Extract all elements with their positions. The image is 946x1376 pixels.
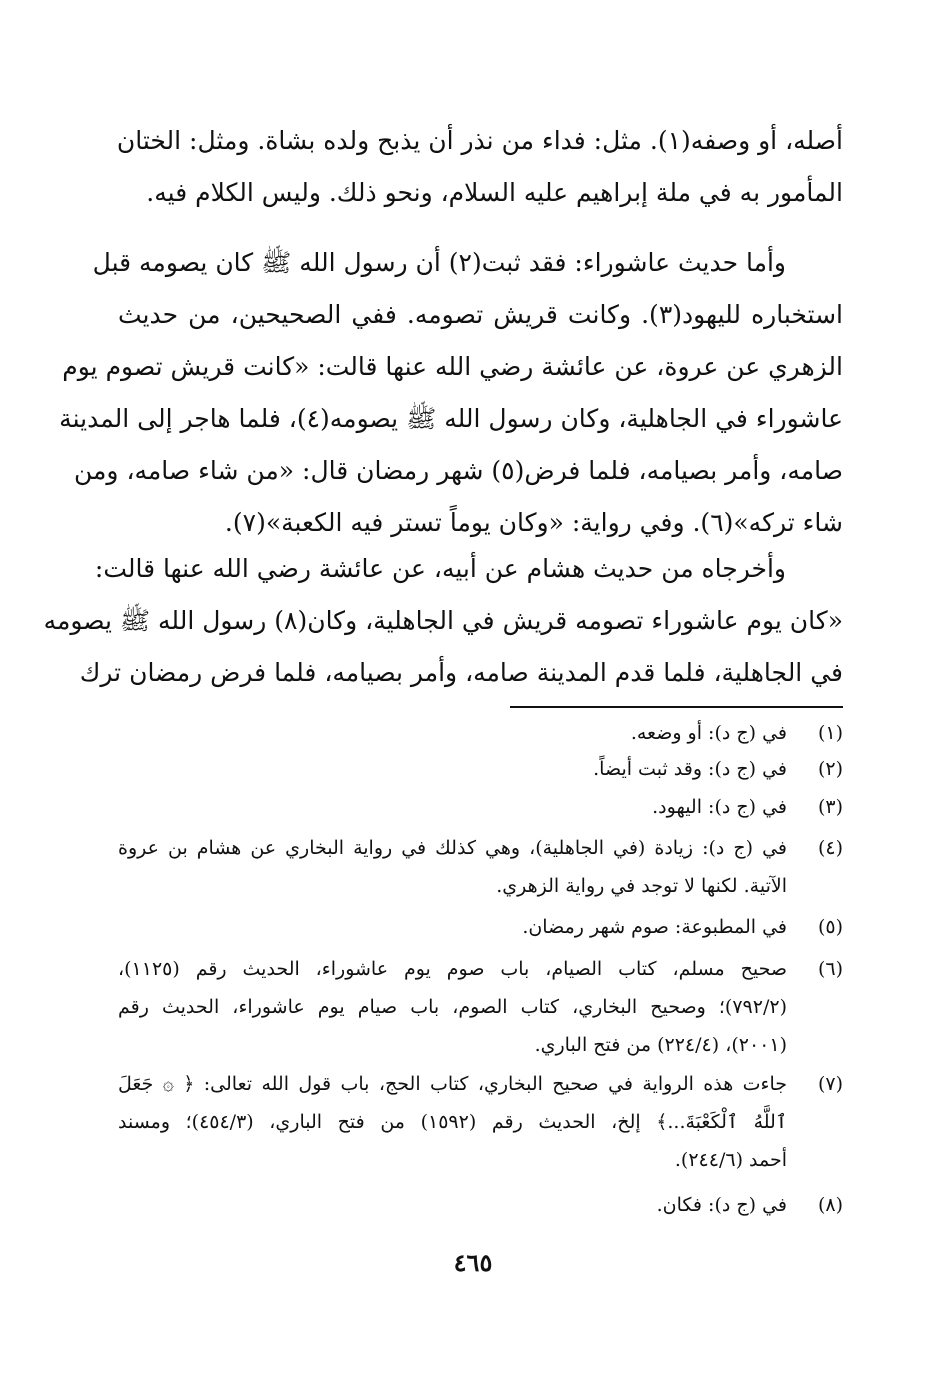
footnote-line: ٱللَّهُ ٱلْكَعْبَةَ...﴾ إلخ، الحديث رقم (١٥٩٢) من فتح الباري، (٤٥٤/٣)؛ ومسند xyxy=(118,1111,787,1133)
footnote-line: في (ج د): وقد ثبت أيضاً. xyxy=(593,758,787,780)
paragraph-line: وأخرجاه من حديث هشام عن أبيه، عن عائشة رضي الله عنها قالت: xyxy=(94,554,786,583)
footnote-line: في المطبوعة: صوم شهر رمضان. xyxy=(522,916,787,938)
paragraph-line: «كان يوم عاشوراء تصومه قريش في الجاهلية، وكان(٨) رسول الله ﷺ يصومه xyxy=(43,606,843,635)
footnote-line: أحمد (٢٤٤/٦). xyxy=(674,1149,787,1171)
footnote-line: في (ج د): فكان. xyxy=(656,1194,787,1216)
paragraph-line: أصله، أو وصفه(١). مثل: فداء من نذر أن يذبح ولده بشاة. ومثل: الختان xyxy=(116,126,843,155)
footnote-number: (٨) xyxy=(817,1194,843,1216)
page-number: ٤٦٥ xyxy=(453,1248,493,1277)
paragraph-line: وأما حديث عاشوراء: فقد ثبت(٢) أن رسول الله ﷺ كان يصومه قبل xyxy=(92,248,786,277)
paragraph-line: في الجاهلية، فلما قدم المدينة صامه، وأمر بصيامه، فلما فرض رمضان ترك xyxy=(79,658,843,687)
paragraph-line: الزهري عن عروة، عن عائشة رضي الله عنها قالت: «كانت قريش تصوم يوم xyxy=(62,352,843,381)
footnote-number: (٧) xyxy=(817,1073,843,1095)
footnote-number: (١) xyxy=(817,722,843,744)
footnote-line: جاءت هذه الرواية في صحيح البخاري، كتاب الحج، باب قول الله تعالى: ﴿ ۞ جَعَلَ xyxy=(118,1073,787,1095)
footnote-line: في (ج د): زيادة (في الجاهلية)، وهي كذلك في رواية البخاري عن هشام بن عروة xyxy=(118,837,787,859)
footnote-line: في (ج د): أو وضعه. xyxy=(630,722,787,744)
footnote-number: (٢) xyxy=(817,758,843,780)
footnote-separator xyxy=(510,706,843,708)
footnote-line: (٢٠٠١)، (٢٢٤/٤) من فتح الباري. xyxy=(534,1034,787,1056)
footnote-line: الآتية. لكنها لا توجد في رواية الزهري. xyxy=(496,875,787,897)
paragraph-line: المأمور به في ملة إبراهيم عليه السلام، ونحو ذلك. وليس الكلام فيه. xyxy=(146,178,843,207)
footnote-line: (٧٩٢/٢)؛ وصحيح البخاري، كتاب الصوم، باب صيام يوم عاشوراء، الحديث رقم xyxy=(118,996,787,1018)
footnote-line: صحيح مسلم، كتاب الصيام، باب صوم يوم عاشوراء، الحديث رقم (١١٢٥)، xyxy=(118,958,787,980)
footnote-number: (٤) xyxy=(817,837,843,859)
footnote-number: (٣) xyxy=(817,796,843,818)
paragraph-line: استخباره لليهود(٣). وكانت قريش تصومه. ففي الصحيحين، من حديث xyxy=(118,300,843,329)
footnote-number: (٦) xyxy=(817,958,843,980)
paragraph-line: صامه، وأمر بصيامه، فلما فرض(٥) شهر رمضان قال: «من شاء صامه، ومن xyxy=(74,456,843,485)
footnote-number: (٥) xyxy=(817,916,843,938)
paragraph-line: عاشوراء في الجاهلية، وكان رسول الله ﷺ يصومه(٤)، فلما هاجر إلى المدينة xyxy=(59,404,843,433)
footnote-line: في (ج د): اليهود. xyxy=(652,796,787,818)
paragraph-line: شاء تركه»(٦). وفي رواية: «وكان يوماً تستر فيه الكعبة»(٧). xyxy=(224,508,843,537)
